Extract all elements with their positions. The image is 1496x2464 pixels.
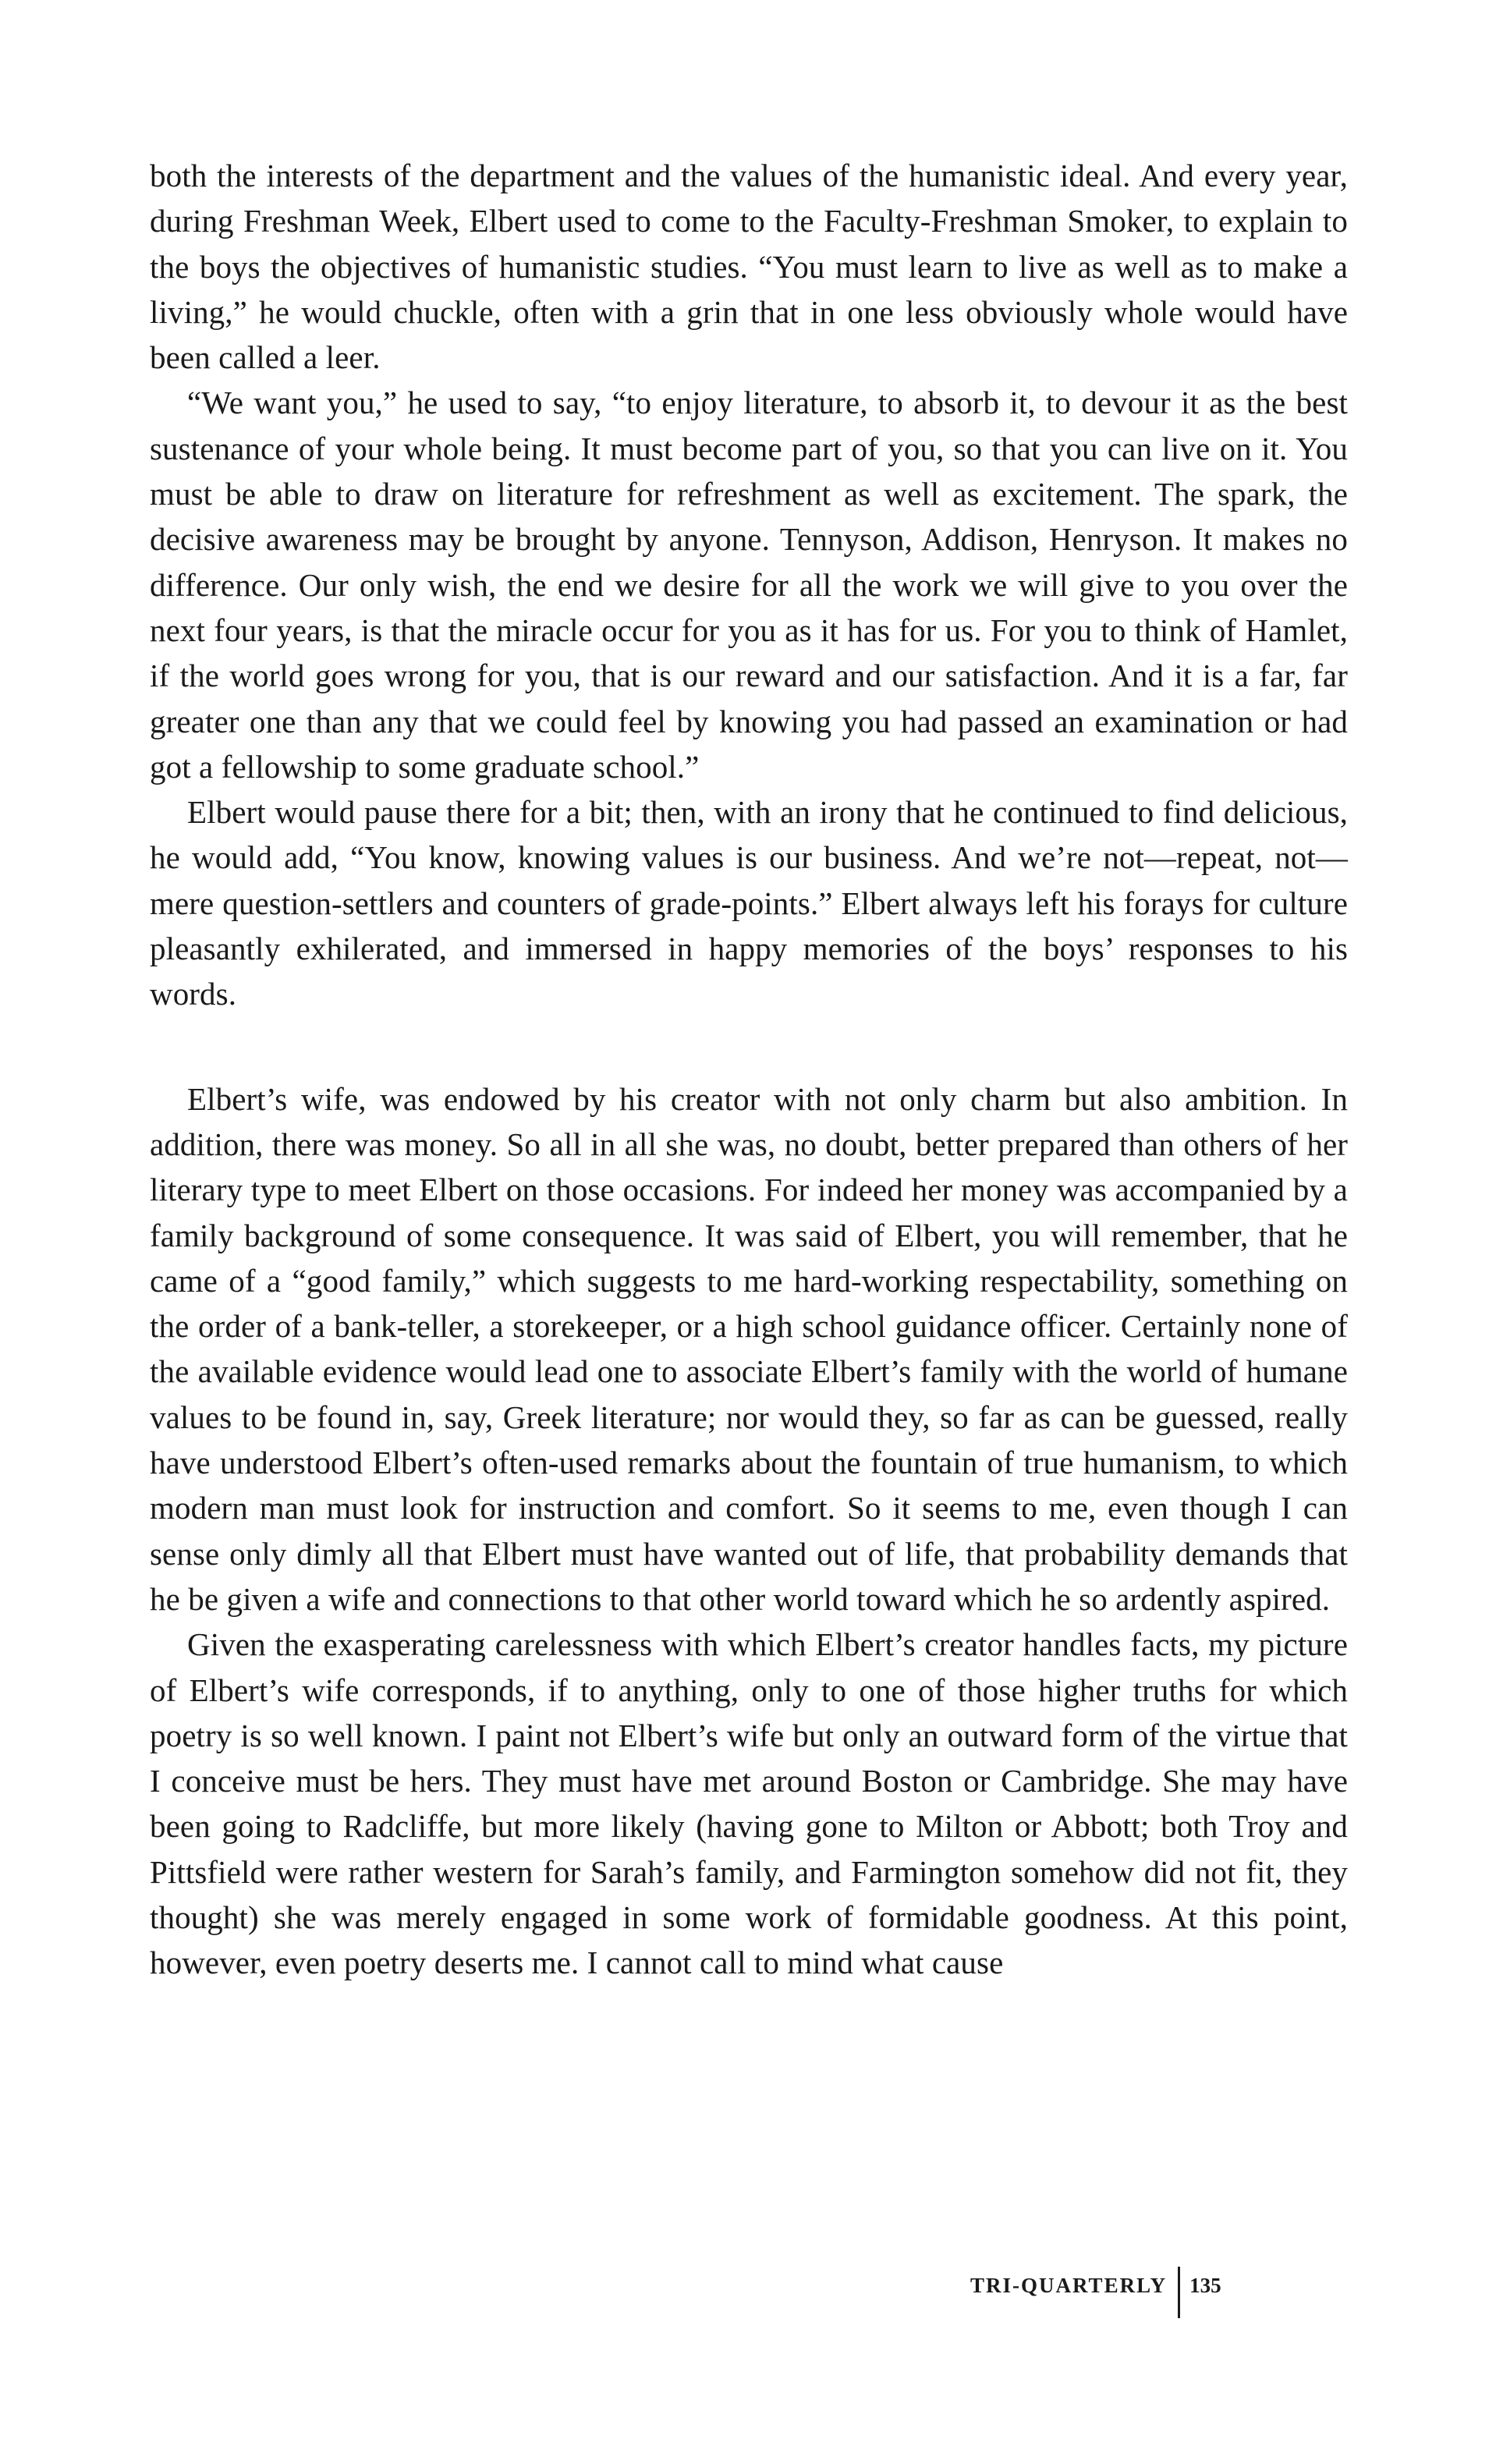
paragraph-elberts-wife: Elbert’s wife, was endowed by his creator with not only charm but also ambition. In addition, there was money. So all in all she was, no doubt, better prepared than others of her literary type to meet Elbert on those occasions. For indeed her money was accompanied by a family background of some consequence. It was said of Elbert, you will remember, that he came of a “good family,” which suggests to me hard-working respectability, something on the order of a bank-teller, a storekeeper, or a high school guidance officer. Certainly none of the available evidence would lead one to associate Elbert’s family with the world of humane values to be found in, say, Greek literature; nor would they, so far as can be guessed, really have understood Elbert’s often-used remarks about the fountain of true humanism, to which modern man must look for instruction and comfort. So it seems to me, even though I can sense only dimly all that Elbert must have wanted out of life, that probability demands that he be given a wife and connections to that other world toward which he so ardently aspired.	[150, 1080, 1348, 1617]
page-number: 135	[1189, 2273, 1221, 2297]
paragraph-carelessness: Given the exasperating carelessness with which Elbert’s creator handles facts, my picture of Elbert’s wife corresponds, if to anything, only to one of those higher truths for which poetry is so well known. I paint not Elbert’s wife but only an outward form of the virtue that I conceive must be hers. They must have met around Boston or Cambridge. She may have been going to Radcliffe, but more likely (having gone to Milton or Abbott; both Troy and Pittsfield were rather western for Sarah’s family, and Farmington somehow did not fit, they thought) she was merely engaged in some work of formidable goodness. At this point, however, even poetry deserts me. I cannot call to mind what cause	[150, 1626, 1348, 1981]
paragraph-continuation: both the interests of the department and the values of the humanistic ideal. And every year, during Freshman Week, Elbert used to come to the Faculty-Freshman Smoker, to explain to the boys the objectives of humanistic studies. “You must learn to live as well as to make a living,” he would chuckle, often with a grin that in one less obviously whole would have been called a leer.	[150, 158, 1348, 376]
section-break	[150, 1017, 1348, 1076]
paragraph-elbert-irony: Elbert would pause there for a bit; then, with an irony that he continued to find delicious, he would add, “You know, knowing values is our business. And we’re not—repeat, not—mere question-settlers and counters of grade-points.” Elbert always left his forays for culture pleasantly exhilerated, and immersed in happy memories of the boys’ responses to his words.	[150, 794, 1348, 1012]
paragraph-elbert-speech: “We want you,” he used to say, “to enjoy literature, to absorb it, to devour it as the best sustenance of your whole being. It must become part of you, so that you can live on it. You must be able to draw on literature for refreshment as well as excitement. The spark, the decisive awareness may be brought by anyone. Tennyson, Addison, Henryson. It makes no difference. Our only wish, the end we desire for all the work we will give to you over the next four years, is that the miracle occur for you as it has for us. For you to think of Hamlet, if the world goes wrong for you, that is our reward and our satisfaction. And it is a far, far greater one than any that we could feel by knowing you had passed an examination or had got a fellowship to some graduate school.”	[150, 385, 1348, 785]
page-footer	[970, 2253, 1221, 2318]
journal-name: TRI-QUARTERLY	[970, 2273, 1168, 2297]
page-body	[150, 153, 1348, 1986]
